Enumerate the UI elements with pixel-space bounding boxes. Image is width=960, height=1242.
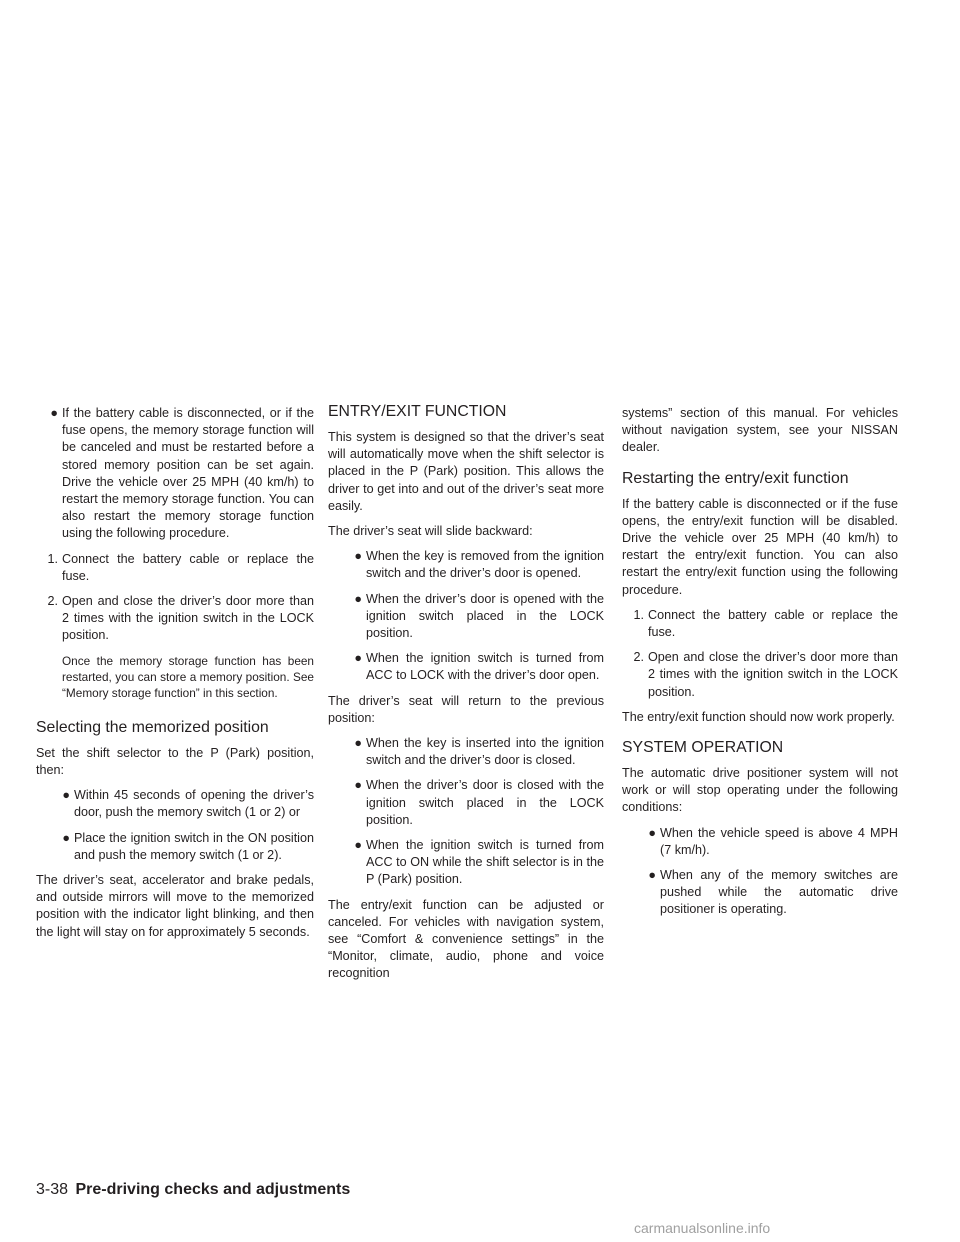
bullet-text: Within 45 seconds of opening the driver’s door, push the memory switch (1 or 2) or (74, 788, 314, 820)
page-footer (36, 1178, 350, 1202)
heading-selecting-memorized-position: Selecting the memorized position (36, 718, 269, 736)
paragraph: systems” section of this manual. For vehicles without navigation system, see your NISSAN dealer. (622, 406, 898, 455)
paragraph: Set the shift selector to the P (Park) position, then: (36, 745, 314, 778)
paragraph: The driver’s seat, accelerator and brake pedals, and outside mirrors will move to the memorized position with the indicator light blinking, and then the light will stay on for approximately 5 seconds. (36, 873, 314, 939)
bullet-icon: ● (354, 838, 362, 853)
bullet-text: Place the ignition switch in the ON position and push the memory switch (1 or 2). (74, 830, 314, 862)
bullet-text: When the driver’s door is closed with the ignition switch placed in the LOCK position. (366, 778, 604, 827)
bullet-icon: ● (354, 651, 362, 666)
bullet-icon: ● (354, 591, 362, 606)
column-middle (328, 405, 604, 991)
step-text: Connect the battery cable or replace the fuse. (62, 551, 314, 583)
paragraph: This system is designed so that the driver’s seat will automatically move when the shift selector is placed in the P (Park) position. This allows the driver to get into and out of the driver’s seat more easily. (328, 430, 604, 513)
list-item (48, 787, 314, 821)
step-item (622, 607, 898, 641)
watermark-text: carmanualsonline.info (634, 1220, 771, 1236)
bullet-text: When the driver’s door is opened with the ignition switch placed in the LOCK position. (366, 591, 604, 641)
heading-system-operation: SYSTEM OPERATION (622, 739, 784, 757)
step-item (36, 593, 314, 645)
heading-entry-exit-function: ENTRY/EXIT FUNCTION (328, 403, 507, 420)
bullet-icon: ● (648, 868, 656, 883)
bullet-icon: ● (62, 830, 70, 845)
step-item (622, 649, 898, 701)
bullet-text: When the key is removed from the ignition switch and the driver’s door is opened. (366, 549, 604, 581)
step-number: 2. (47, 594, 58, 609)
list-item (48, 830, 314, 864)
step-number: 1. (633, 607, 644, 622)
bullet-text: When the vehicle speed is above 4 MPH (7 km/h). (660, 825, 898, 857)
step-item (36, 551, 314, 585)
column-right (622, 405, 898, 927)
step-text: Open and close the driver’s door more than 2 times with the ignition switch in the LOCK position. (62, 594, 314, 643)
list-item (340, 548, 604, 582)
list-item (634, 867, 898, 919)
note-text: Once the memory storage function has been restarted, you can store a memory position. See “Memory storage function” in this section. (62, 653, 314, 701)
section-title: Pre-driving checks and adjustments (75, 1181, 351, 1198)
bullet-text: When the key is inserted into the ignition switch and the driver’s door is closed. (366, 736, 604, 768)
bullet-icon: ● (50, 406, 58, 420)
paragraph: The driver’s seat will return to the previous position: (328, 693, 604, 725)
heading-restarting-entry-exit: Restarting the entry/exit function (622, 469, 849, 487)
page-number: 3-38 (36, 1181, 69, 1198)
paragraph: The automatic drive positioner system will not work or will stop operating under the following conditions: (622, 766, 898, 815)
bullet-icon: ● (354, 778, 362, 793)
paragraph: The entry/exit function can be adjusted or canceled. For vehicles with navigation system, see “Comfort & convenience settings” in the “Monitor, climate, audio, phone and voice recognition (328, 897, 604, 981)
list-item (36, 405, 314, 543)
step-text: Connect the battery cable or replace the fuse. (648, 607, 898, 640)
list-item (634, 825, 898, 859)
bullet-icon: ● (354, 549, 362, 564)
paragraph: If the battery cable is disconnected or if the fuse opens, the entry/exit function will be disabled. Drive the vehicle over 25 MPH (40 km/h) to restart the entry/exit function. You can also restart the entry/exit function using the following procedure. (622, 496, 898, 597)
bullet-text: When any of the memory switches are pushed while the automatic drive positioner is operating. (660, 868, 898, 917)
bullet-icon: ● (62, 788, 70, 803)
bullet-icon: ● (354, 736, 362, 751)
step-number: 1. (47, 551, 58, 566)
bullet-text: When the ignition switch is turned from ACC to ON while the shift selector is in the P (Park) position. (366, 838, 604, 887)
step-text: Open and close the driver’s door more than 2 times with the ignition switch in the LOCK position. (648, 650, 898, 699)
bullet-text: If the battery cable is disconnected, or if the fuse opens, the memory storage function will be canceled and must be restarted before a stored memory position can be set again. Drive the vehicle over 25 MPH (40 km/h) to restart the memory storage function. You can also restart the memory storage function using the following procedure. (62, 406, 314, 541)
list-item (340, 777, 604, 829)
list-item (340, 650, 604, 684)
paragraph: The entry/exit function should now work properly. (622, 709, 895, 724)
list-item (340, 591, 604, 643)
list-item (340, 837, 604, 889)
paragraph: The driver’s seat will slide backward: (328, 524, 533, 539)
bullet-text: When the ignition switch is turned from ACC to LOCK with the driver’s door open. (366, 651, 604, 683)
list-item (340, 735, 604, 769)
bullet-icon: ● (648, 825, 656, 840)
step-number: 2. (633, 650, 644, 665)
column-left (36, 405, 314, 949)
